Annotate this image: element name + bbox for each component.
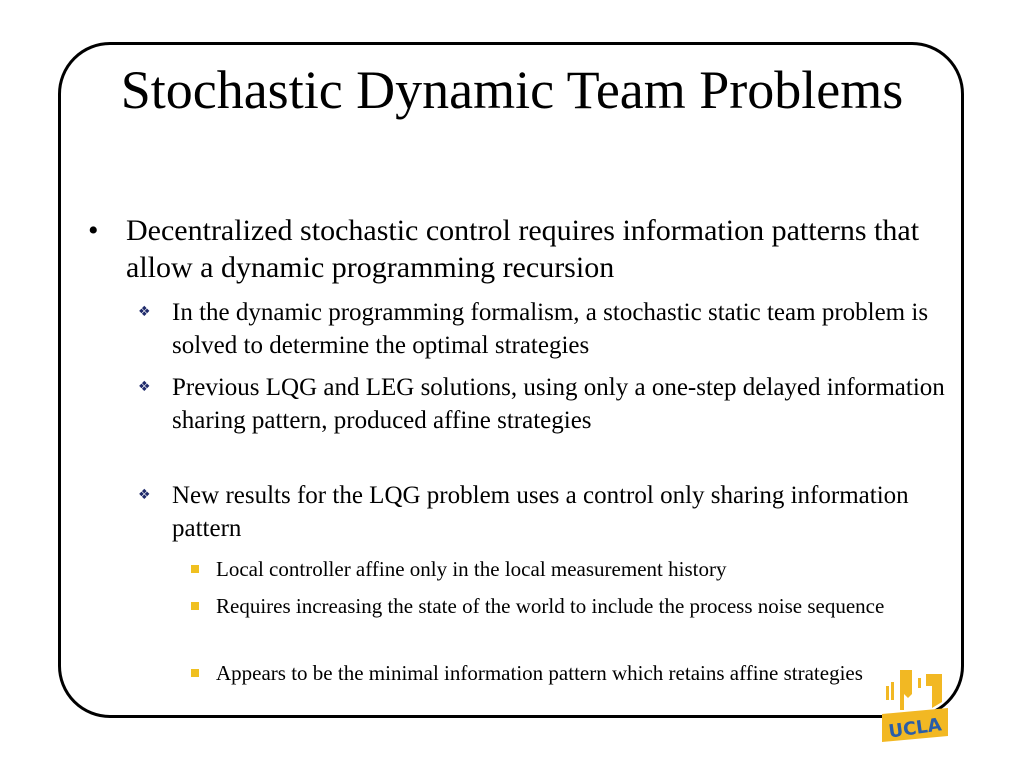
diamond-bullet-icon: ❖ (138, 487, 151, 503)
bullet-text: Decentralized stochastic control requires information patterns that allow a dynamic programming recursion (126, 214, 920, 284)
ucla-logo (878, 664, 950, 748)
logo-line (886, 686, 889, 700)
logo-mark-right (926, 674, 942, 708)
bullet-text: Local controller affine only in the local measurement history (216, 557, 727, 581)
bullet-text: Previous LQG and LEG solutions, using only a one-step delayed information sharing pattern, produced affine strategies (172, 374, 945, 434)
logo-line (891, 682, 894, 700)
square-bullet-icon (191, 602, 199, 610)
bullet-text: In the dynamic programming formalism, a stochastic static team problem is solved to determine the optimal strategies (172, 299, 929, 359)
bullet-text: Requires increasing the state of the world to include the process noise sequence (216, 594, 885, 618)
bullet-text: New results for the LQG problem uses a control only sharing information pattern (172, 482, 909, 542)
logo-line (918, 678, 921, 688)
bullet-text: Appears to be the minimal information pattern which retains affine strategies (216, 661, 863, 685)
diamond-bullet-icon: ❖ (138, 379, 151, 395)
diamond-bullet-icon: ❖ (138, 304, 151, 320)
logo-text: UCLA (887, 714, 943, 743)
logo-mark-left (900, 670, 912, 710)
slide-title: Stochastic Dynamic Team Problems (120, 60, 904, 120)
bullet-dot-icon: • (88, 214, 99, 247)
square-bullet-icon (191, 565, 199, 573)
square-bullet-icon (191, 669, 199, 677)
